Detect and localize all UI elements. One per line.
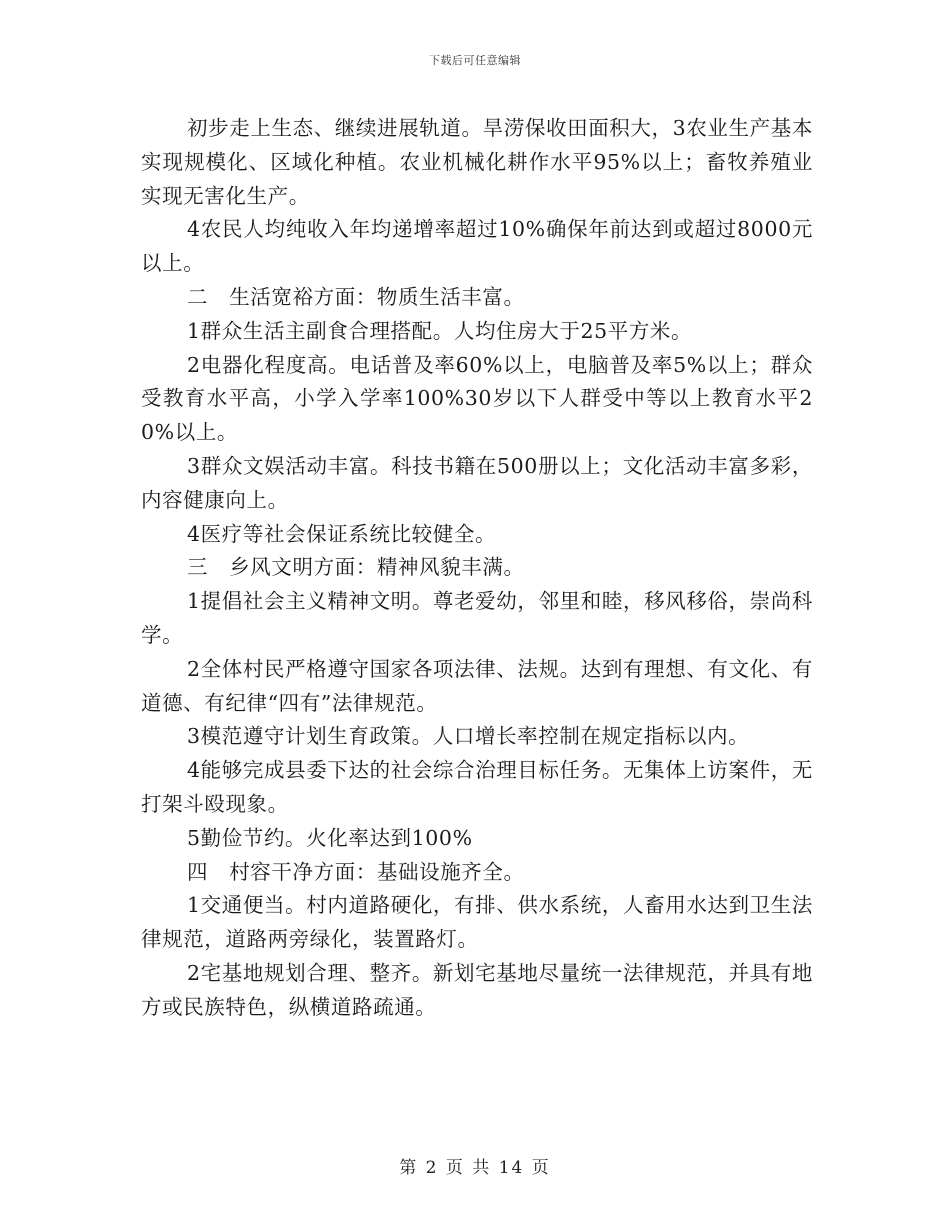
- document-body: [141, 112, 813, 1025]
- section-heading: 三 乡风文明方面：精神风貌丰满。: [187, 555, 525, 580]
- section-heading: 二 生活宽裕方面：物质生活丰富。: [187, 284, 525, 309]
- paragraph: 3群众文娱活动丰富。科技书籍在500册以上；文化活动丰富多彩，内容健康向上。: [141, 453, 813, 512]
- paragraph: 4农民人均纯收入年均递增率超过10%确保年前达到或超过8000元以上。: [141, 217, 813, 276]
- paragraph: 2宅基地规划合理、整齐。新划宅基地尽量统一法律规范，并具有地方或民族特色，纵横道路疏通。: [141, 960, 813, 1019]
- paragraph: 1提倡社会主义精神文明。尊老爱幼，邻里和睦，移风移俗，崇尚科学。: [141, 589, 813, 647]
- page-header: 下载后可任意编辑: [429, 54, 521, 67]
- paragraph: 4医疗等社会保证系统比较健全。: [187, 521, 497, 546]
- paragraph: 初步走上生态、继续进展轨道。旱涝保收田面积大，3农业生产基本实现规模化、区域化种植。农业机械化耕作水平95%以上；畜牧养殖业实现无害化生产。: [141, 116, 813, 208]
- paragraph: 1交通便当。村内道路硬化，有排、供水系统，人畜用水达到卫生法律规范，道路两旁绿化，装置路灯。: [141, 893, 813, 952]
- paragraph: 2电器化程度高。电话普及率60%以上，电脑普及率5%以上；群众受教育水平高，小学入学率100%30岁以下人群受中等以上教育水平20%以上。: [141, 352, 813, 445]
- paragraph: 1群众生活主副食合理搭配。人均住房大于25平方米。: [187, 318, 693, 343]
- paragraph: 5勤俭节约。火化率达到100%: [187, 825, 473, 850]
- section-heading: 四 村容干净方面：基础设施齐全。: [187, 859, 525, 884]
- paragraph: 4能够完成县委下达的社会综合治理目标任务。无集体上访案件，无打架斗殴现象。: [141, 758, 813, 816]
- paragraph: 3模范遵守计划生育政策。人口增长率控制在规定指标以内。: [187, 724, 750, 749]
- paragraph: 2全体村民严格遵守国家各项法律、法规。达到有理想、有文化、有道德、有纪律“四有”法律规范。: [141, 656, 813, 715]
- page-number: 第 2 页 共 14 页: [399, 1158, 551, 1178]
